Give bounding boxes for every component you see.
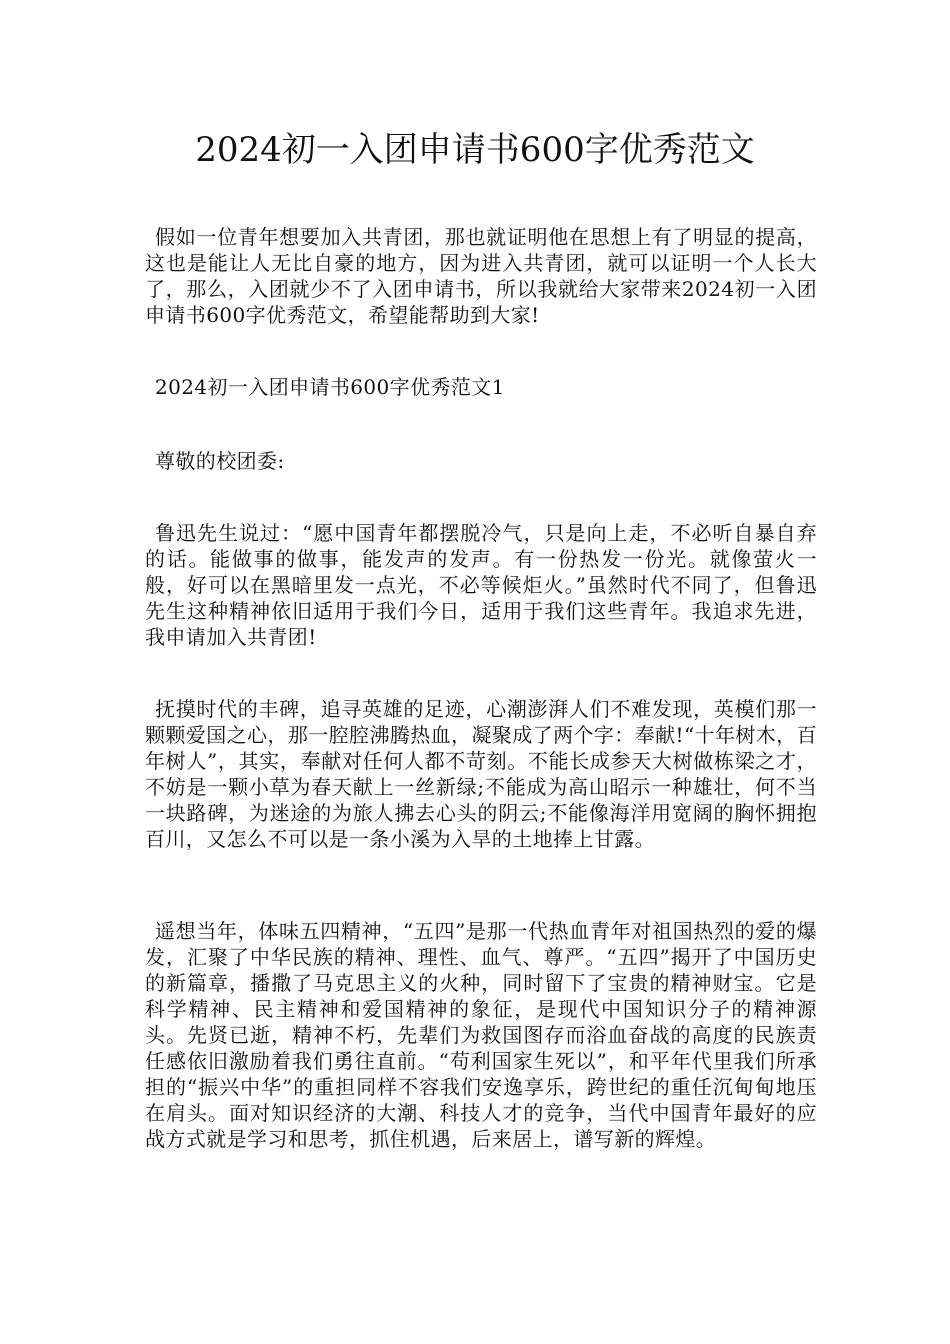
body-paragraph: 抚摸时代的丰碑，追寻英雄的足迹，心潮澎湃人们不难发现，英模们那一颗颗爱国之心，那一腔腔沸腾热血，凝聚成了两个字：奉献!“十年树木，百年树人”，其实，奉献对任何人都不苛刻。不能长成参天大树做栋梁之才，不妨是一颗小草为春天献上一丝新绿;不能成为高山昭示一种雄壮，何不当一块路碑，为迷途的为旅人拂去心头的阴云;不能像海洋用宽阔的胸怀拥抱百川，又怎么不可以是一条小溪为入旱的土地捧上甘露。 (145, 697, 817, 851)
intro-paragraph: 假如一位青年想要加入共青团，那也就证明他在思想上有了明显的提高，这也是能让人无比自豪的地方，因为进入共青团，就可以证明一个人长大了，那么，入团就少不了入团申请书，所以我就给大家带来2024初一入团申请书600字优秀范文，希望能帮助到大家! (145, 225, 817, 327)
salutation: 尊敬的校团委: (155, 449, 285, 473)
section-subtitle: 2024初一入团申请书600字优秀范文1 (155, 375, 505, 399)
body-paragraph: 遥想当年，体味五四精神，“五四”是那一代热血青年对祖国热烈的爱的爆发，汇聚了中华民族的精神、理性、血气、尊严。“五四”揭开了中国历史的新篇章，播撒了马克思主义的火种，同时留下了宝贵的精神财宝。它是科学精神、民主精神和爱国精神的象征，是现代中国知识分子的精神源头。先贤已逝，精神不朽，先辈们为救国图存而浴血奋战的高度的民族责任感依旧激励着我们勇往直前。“苟利国家生死以”，和平年代里我们所承担的“振兴中华”的重担同样不容我们安逸享乐，跨世纪的重任沉甸甸地压在肩头。面对知识经济的大潮、科技人才的竞争，当代中国青年最好的应战方式就是学习和思考，抓住机遇，后来居上，谱写新的辉煌。 (145, 919, 817, 1151)
body-paragraph: 鲁迅先生说过：“愿中国青年都摆脱冷气，只是向上走，不必听自暴自弃的话。能做事的做事，能发声的发声。有一份热发一份光。就像萤火一般，好可以在黑暗里发一点光，不必等候炬火。”虽然时代不同了，但鲁迅先生这种精神依旧适用于我们今日，适用于我们这些青年。我追求先进，我申请加入共青团! (145, 521, 817, 649)
document-title: 2024初一入团申请书600字优秀范文 (195, 130, 755, 170)
